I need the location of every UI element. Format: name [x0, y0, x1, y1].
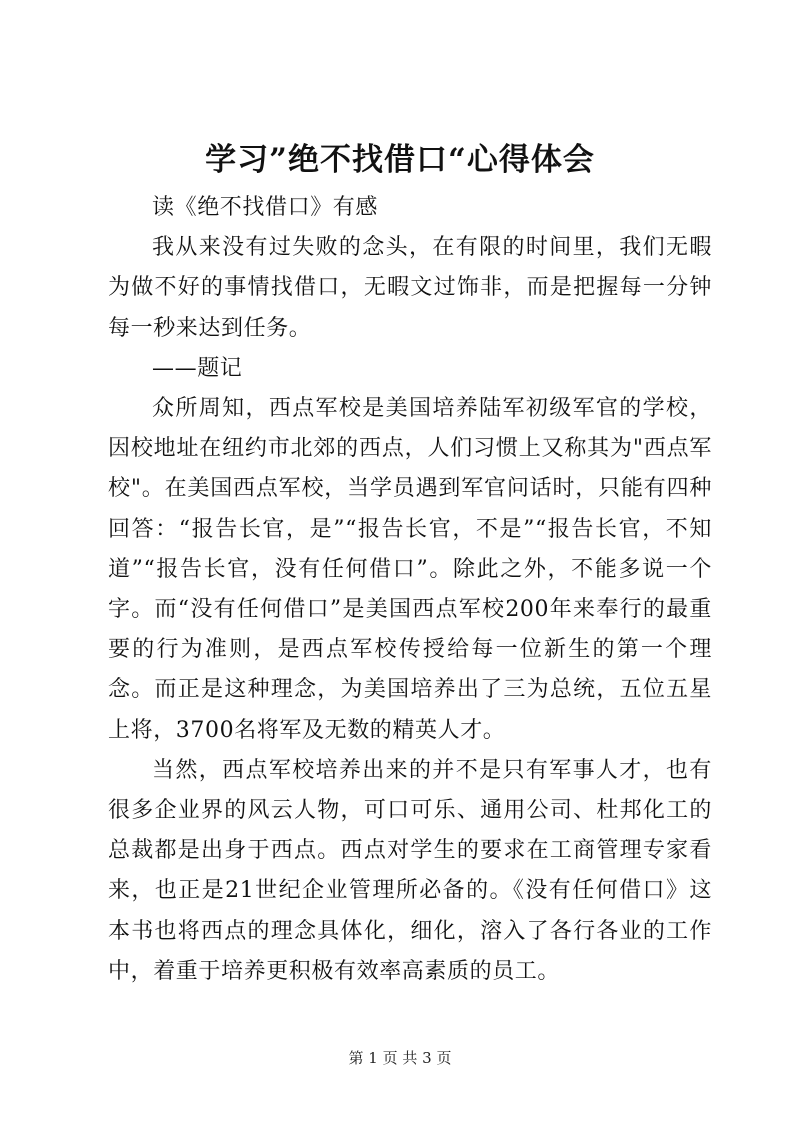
paragraph-subtitle: 读《绝不找借口》有感: [152, 195, 379, 220]
page-number-footer: 第 1 页 共 3 页: [348, 1049, 452, 1067]
paragraph-westpoint-intro: 众所周知，西点军校是美国培养陆军初级军官的学校，因校地址在纽约市北郊的西点，人们习惯上又称其为"西点军校"。在美国西点军校，当学员遇到军官问话时，只能有四种回答：“报告长官，是”“报告长官，不是”“报告长官，不知道”“报告长官，没有任何借口”。除此之外，不能多说一个字。而“没有任何借口”是美国西点军校200年来奉行的最重要的行为准则，是西点军校传授给每一位新生的第一个理念。而正是这种理念，为美国培养出了三为总统，五位五星上将，3700名将军及无数的精英人才。: [108, 396, 712, 743]
document-body: [108, 188, 712, 992]
paragraph-epigraph: 我从来没有过失败的念头，在有限的时间里，我们无暇为做不好的事情找借口，无暇文过饰非，而是把握每一分钟每一秒来达到任务。: [108, 235, 712, 341]
paragraph-epigraph-attribution: ——题记: [152, 355, 243, 381]
document-title: 学习”绝不找借口“心得体会: [205, 142, 595, 178]
paragraph-westpoint-business: 当然，西点军校培养出来的并不是只有军事人才，也有很多企业界的风云人物，可口可乐、通用公司、杜邦化工的总裁都是出身于西点。西点对学生的要求在工商管理专家看来，也正是21世纪企业管理所必备的。《没有任何借口》这本书也将西点的理念具体化，细化，溶入了各行各业的工作中，着重于培养更积极有效率高素质的员工。: [108, 757, 712, 984]
